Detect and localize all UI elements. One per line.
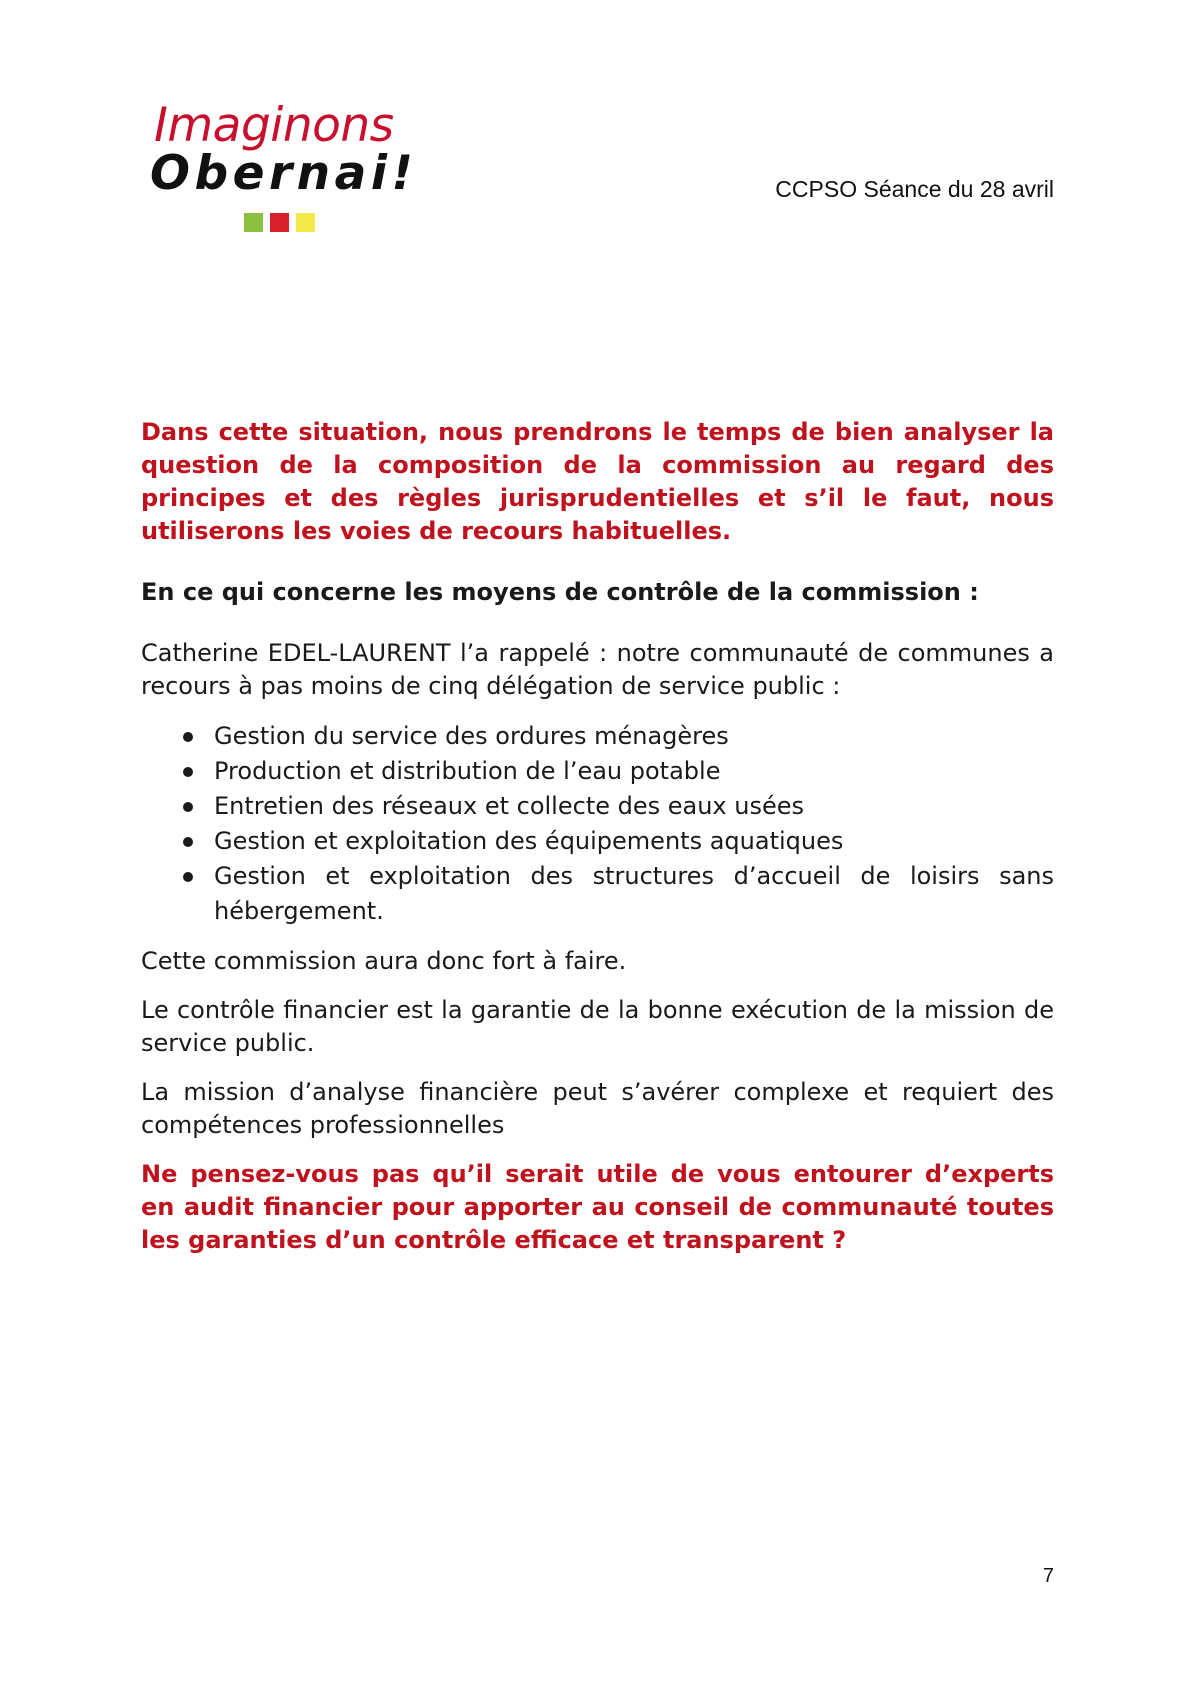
list-item (141, 719, 1054, 754)
list-item (141, 824, 1054, 859)
logo-text-obernai: Obernai! (150, 146, 418, 201)
logo-square-yellow (296, 213, 315, 232)
document-body (141, 416, 1054, 1257)
bullet-icon (183, 802, 193, 812)
section-heading-control: En ce qui concerne les moyens de contrôle de la commission : (141, 578, 979, 606)
paragraph-delegations-intro: Catherine EDEL-LAURENT l’a rappelé : notre communauté de communes a recours à pas moins de cinq délégation de service public : (141, 639, 1054, 700)
logo-square-red (270, 213, 289, 232)
list-item-text: Gestion et exploitation des équipements aquatiques (214, 827, 844, 855)
list-item-text: Entretien des réseaux et collecte des eaux usées (214, 792, 805, 820)
list-item (141, 859, 1054, 929)
paragraph-workload: Cette commission aura donc fort à faire. (141, 947, 627, 975)
bullet-icon (183, 732, 193, 742)
session-header: CCPSO Séance du 28 avril (775, 176, 1054, 202)
bullet-icon (183, 872, 193, 882)
logo-square-green (244, 213, 263, 232)
page-number: 7 (1042, 1565, 1054, 1587)
paragraph-financial-control: Le contrôle financier est la garantie de la bonne exécution de la mission de service public. (141, 996, 1054, 1057)
delegation-list (141, 719, 1054, 929)
list-item-text: Gestion et exploitation des structures d’accueil de loisirs sans hébergement. (214, 862, 1054, 925)
logo-text-imaginons: Imaginons (154, 98, 394, 153)
paragraph-composition-warning: Dans cette situation, nous prendrons le temps de bien analyser la question de la composition de la commission au regard des principes et des règles jurisprudentielles et s’il le faut, nous utiliserons les voies de recours habituelles. (141, 418, 1054, 545)
bullet-icon (183, 837, 193, 847)
logo (150, 100, 430, 240)
paragraph-financial-analysis: La mission d’analyse financière peut s’avérer complexe et requiert des compétences professionnelles (141, 1078, 1054, 1139)
logo-color-squares (244, 213, 315, 232)
bullet-icon (183, 767, 193, 777)
list-item-text: Gestion du service des ordures ménagères (214, 722, 729, 750)
list-item-text: Production et distribution de l’eau potable (214, 757, 721, 785)
paragraph-experts-question: Ne pensez-vous pas qu’il serait utile de vous entourer d’experts en audit financier pour apporter au conseil de communauté toutes les garanties d’un contrôle efficace et transparent ? (141, 1160, 1054, 1254)
list-item (141, 789, 1054, 824)
list-item (141, 754, 1054, 789)
